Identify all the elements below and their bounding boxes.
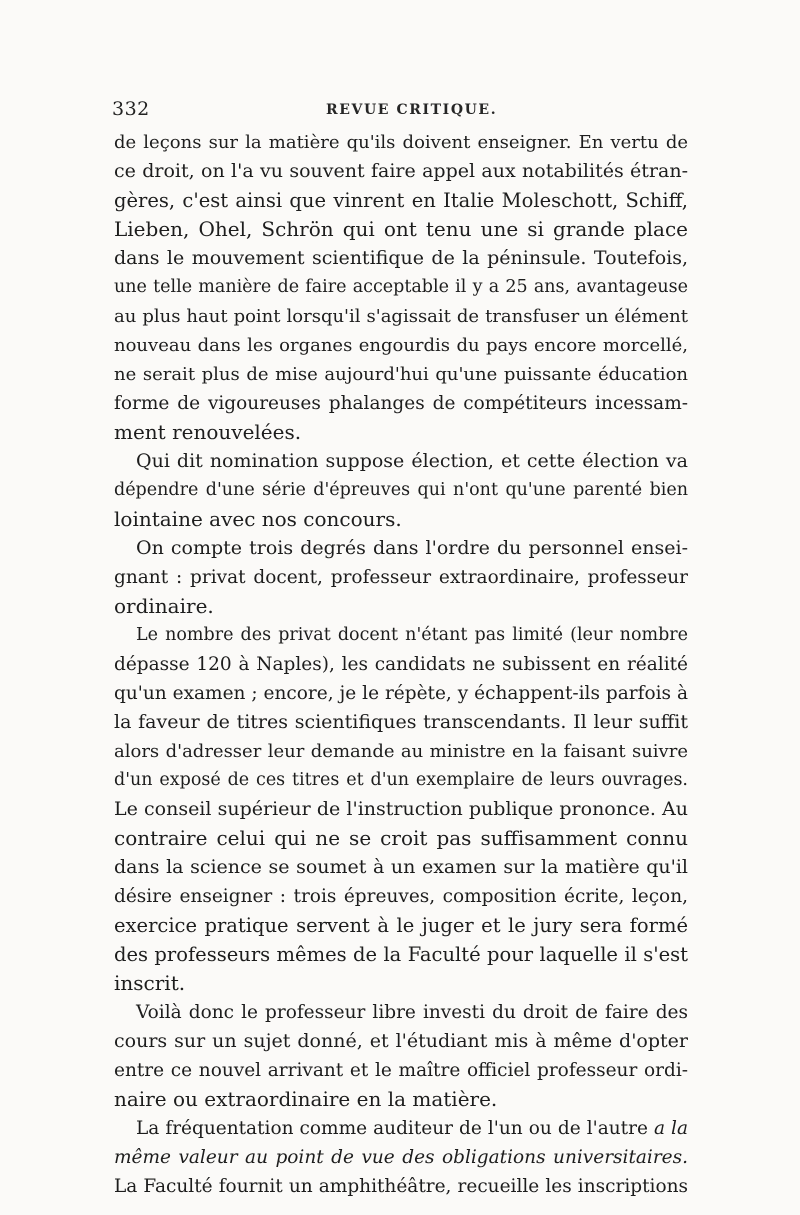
text-line: gères, c'est ainsi que vinrent en Italie Moleschott, Schiff,: [114, 189, 688, 212]
text-line: entre ce nouvel arrivant et le maître officiel professeur ordi-: [114, 1060, 688, 1081]
text-line: forme de vigoureuses phalanges de compétiteurs incessam-: [114, 393, 688, 414]
text-line: dépasse 120 à Naples), les candidats ne subissent en réalité: [114, 654, 688, 675]
text-line: des professeurs mêmes de la Faculté pour laquelle il s'est: [114, 943, 688, 966]
text-line: cours sur un sujet donné, et l'étudiant mis à même d'opter: [114, 1030, 688, 1052]
text-line: Voilà donc le professeur libre investi du droit de faire des: [136, 1002, 688, 1023]
running-head: REVUE CRITIQUE.: [326, 102, 498, 118]
text-line: Qui dit nomination suppose élection, et cette élection va: [136, 450, 688, 472]
page-number: 332: [112, 98, 150, 120]
text-line-mixed: [114, 1114, 688, 1143]
text-line: gnant : privat docent, professeur extraordinaire, professeur: [114, 567, 688, 588]
text-line: naire ou extraordinaire en la matière.: [114, 1087, 498, 1111]
text-line: alors d'adresser leur demande au ministre en la faisant suivre: [114, 741, 688, 762]
text-line: Le nombre des privat docent n'étant pas limité (leur nombre: [136, 625, 688, 645]
text-line: d'un exposé de ces titres et d'un exemplaire de leurs ouvrages.: [114, 770, 688, 790]
text-line: ce droit, on l'a vu souvent faire appel aux notabilités étran-: [114, 160, 688, 182]
text-line: Lieben, Ohel, Schrön qui ont tenu une si grande place: [114, 217, 688, 241]
text-line: de leçons sur la matière qu'ils doivent enseigner. En vertu de: [114, 132, 688, 153]
text-line: exercice pratique servent à le juger et le jury sera formé: [114, 914, 688, 937]
text-line: dans la science se soumet à un examen sur la matière qu'il: [114, 856, 688, 878]
text-line: Le conseil supérieur de l'instruction publique prononce. Au: [114, 798, 688, 820]
text-line: dépendre d'une série d'épreuves qui n'ont qu'une parenté bien: [114, 480, 688, 500]
text-line: désire enseigner : trois épreuves, composition écrite, leçon,: [114, 886, 688, 907]
text-line: inscrit.: [114, 971, 186, 995]
text-line: contraire celui qui ne se croit pas suffisamment connu: [114, 826, 688, 850]
text-line: au plus haut point lorsqu'il s'agissait de transfuser un élément: [114, 306, 688, 327]
text-line: nouveau dans les organes engourdis du pays encore morcellé,: [114, 335, 688, 356]
text-segment-italic: a la: [653, 1118, 688, 1139]
text-line: une telle manière de faire acceptable il y a 25 ans, avantageuse: [114, 277, 688, 297]
page-header: [112, 98, 684, 120]
text-line: qu'un examen ; encore, je le répète, y échappent-ils parfois à: [114, 683, 688, 704]
text-line: ordinaire.: [114, 594, 214, 618]
text-line: ne serait plus de mise aujourd'hui qu'une puissante éducation: [114, 364, 688, 385]
text-line: la faveur de titres scientifiques transcendants. Il leur suffit: [114, 711, 688, 733]
text-segment: La fréquentation comme auditeur de l'un ou de l'autre: [136, 1118, 648, 1139]
text-line: ment renouvelées.: [114, 420, 302, 444]
text-line: dans le mouvement scientifique de la péninsule. Toutefois,: [114, 247, 688, 269]
text-line: On compte trois degrés dans l'ordre du personnel ensei-: [136, 537, 688, 559]
body-text: [114, 128, 688, 1201]
text-line-italic: même valeur au point de vue des obligations universitaires.: [114, 1147, 688, 1168]
text-line: La Faculté fournit un amphithéâtre, recueille les inscriptions: [114, 1176, 688, 1197]
text-line: lointaine avec nos concours.: [114, 507, 402, 531]
